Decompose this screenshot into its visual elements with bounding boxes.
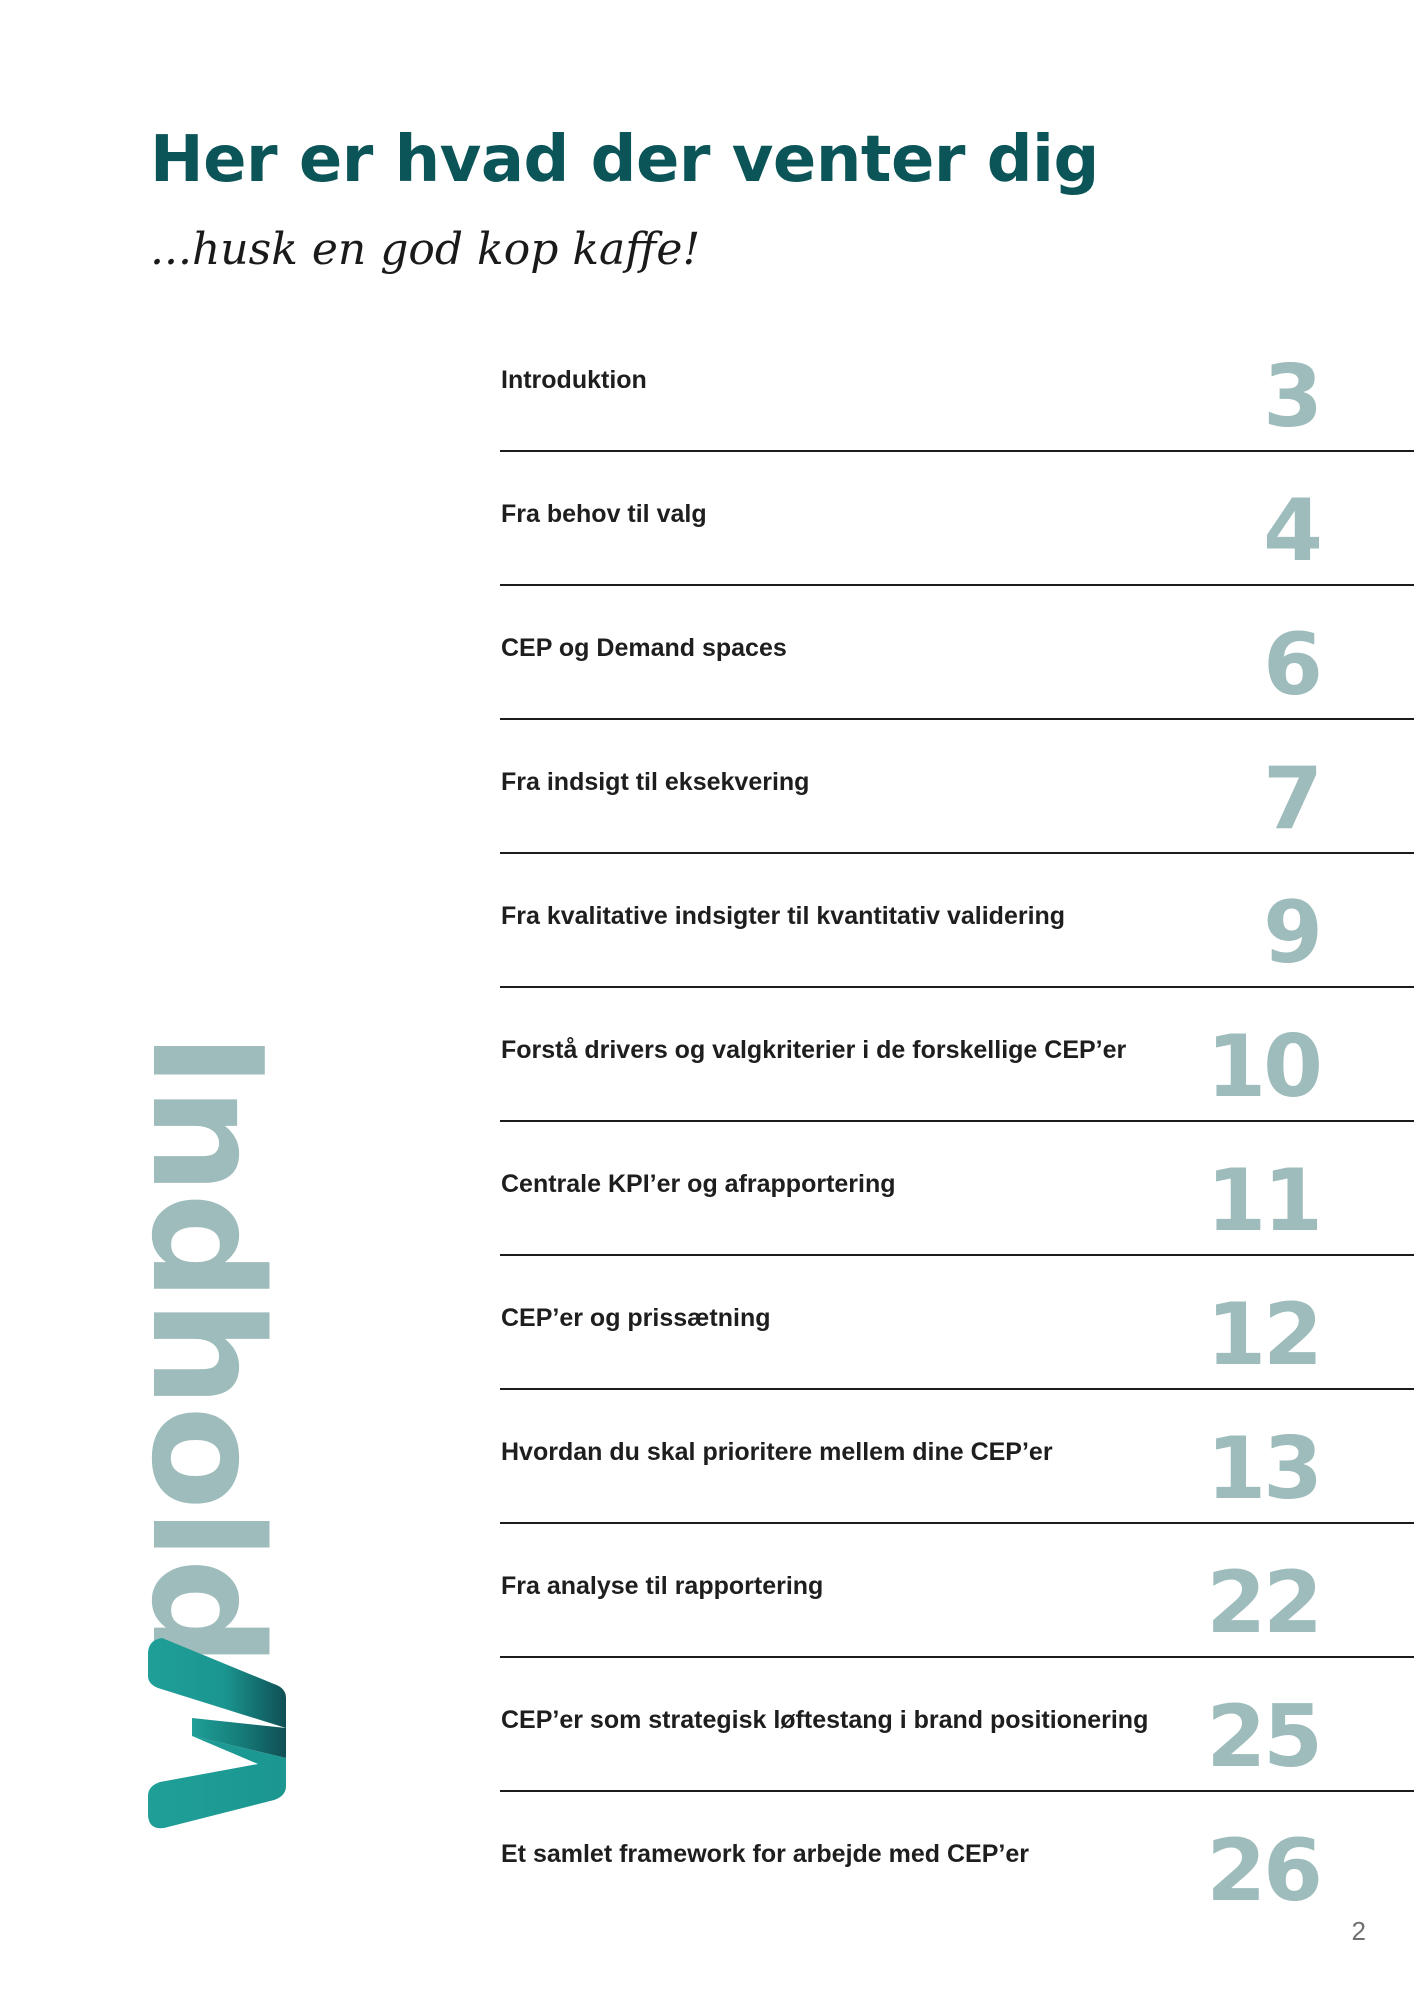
toc-item-page-number: 6 xyxy=(1263,615,1320,715)
section-label-vertical: Indhold xyxy=(118,1032,295,1666)
toc-item[interactable] xyxy=(500,1792,1414,1926)
w-logo-icon xyxy=(148,1636,290,1830)
toc-item-title: CEP og Demand spaces xyxy=(501,634,787,662)
page-title: Her er hvad der venter dig xyxy=(150,123,1099,197)
toc-item[interactable] xyxy=(500,854,1414,988)
toc-item-title: Introduktion xyxy=(501,366,647,394)
page-number: 2 xyxy=(1351,1916,1366,1946)
toc-item-page-number: 13 xyxy=(1206,1419,1320,1519)
toc-item-title: CEP’er og prissætning xyxy=(501,1304,771,1332)
toc-item-page-number: 12 xyxy=(1206,1285,1320,1385)
toc-item[interactable] xyxy=(500,1524,1414,1658)
toc-item[interactable] xyxy=(500,318,1414,452)
toc-item[interactable] xyxy=(500,586,1414,720)
toc-item[interactable] xyxy=(500,988,1414,1122)
toc-item[interactable] xyxy=(500,720,1414,854)
toc-item-page-number: 22 xyxy=(1206,1553,1320,1653)
toc-item[interactable] xyxy=(500,1390,1414,1524)
toc-item-title: Et samlet framework for arbejde med CEP’er xyxy=(501,1840,1029,1868)
toc-item-page-number: 25 xyxy=(1206,1687,1320,1787)
toc-item-title: Fra indsigt til eksekvering xyxy=(501,768,810,796)
toc-item-title: Hvordan du skal prioritere mellem dine CEP’er xyxy=(501,1438,1053,1466)
table-of-contents xyxy=(500,318,1414,1926)
toc-item-page-number: 26 xyxy=(1206,1821,1320,1921)
toc-item-page-number: 10 xyxy=(1206,1017,1320,1117)
toc-item-page-number: 3 xyxy=(1263,347,1320,447)
toc-item-title: Centrale KPI’er og afrapportering xyxy=(501,1170,896,1198)
toc-item[interactable] xyxy=(500,1122,1414,1256)
toc-item-title: Fra kvalitative indsigter til kvantitativ validering xyxy=(501,902,1066,930)
toc-item-title: CEP’er som strategisk løftestang i brand positionering xyxy=(501,1706,1149,1734)
toc-item-title: Fra behov til valg xyxy=(501,500,707,528)
page-subtitle: ...husk en god kop kaffe! xyxy=(150,224,701,275)
toc-item-title: Forstå drivers og valgkriterier i de forskellige CEP’er xyxy=(501,1036,1127,1064)
toc-item-title: Fra analyse til rapportering xyxy=(501,1572,824,1600)
toc-item[interactable] xyxy=(500,1658,1414,1792)
toc-item-page-number: 7 xyxy=(1263,749,1320,849)
toc-item-page-number: 4 xyxy=(1263,481,1320,581)
toc-item[interactable] xyxy=(500,1256,1414,1390)
toc-item-page-number: 11 xyxy=(1206,1151,1320,1251)
toc-item[interactable] xyxy=(500,452,1414,586)
toc-item-page-number: 9 xyxy=(1263,883,1320,983)
